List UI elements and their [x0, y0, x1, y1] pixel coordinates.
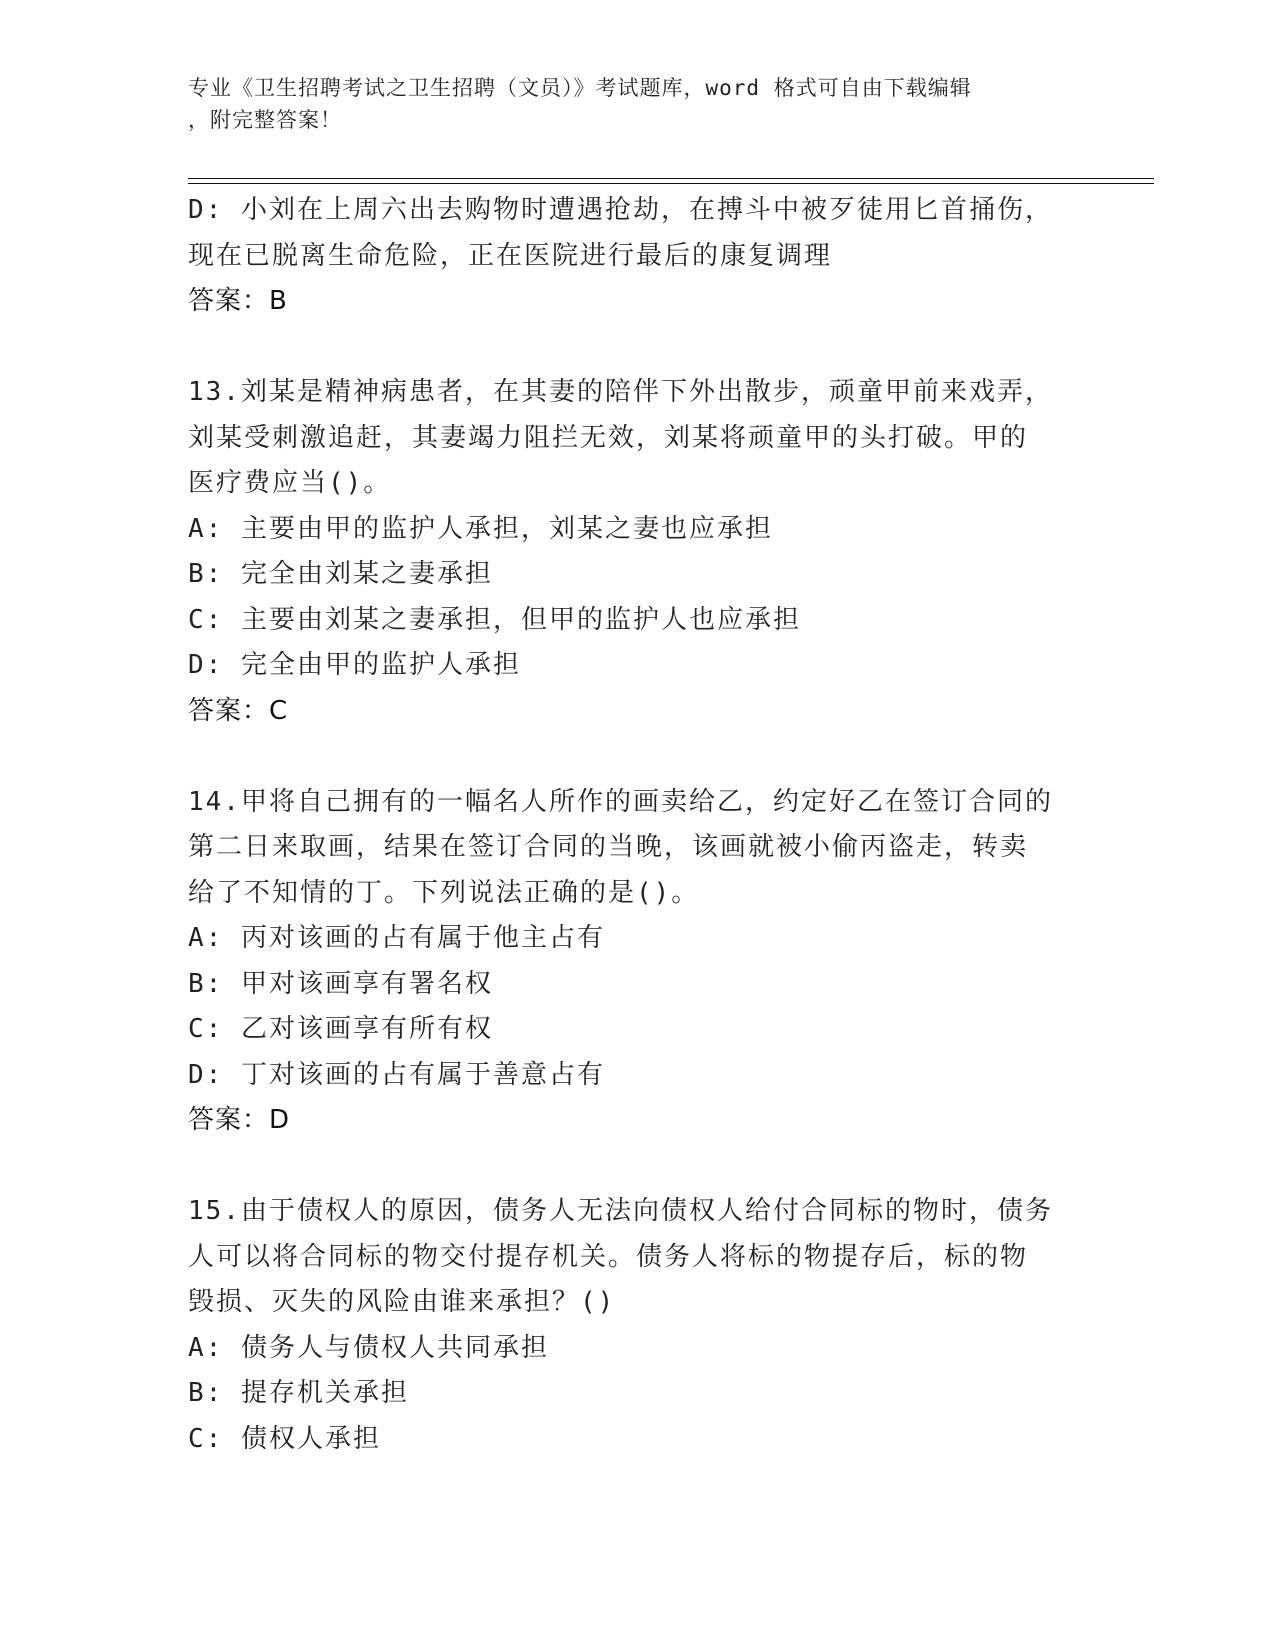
question-stem-line-2: 刘某受刺激追赶，其妻竭力阻拦无效，刘某将顽童甲的头打破。甲的: [188, 422, 1029, 453]
option-a: A: 债务人与债权人共同承担: [188, 1332, 549, 1363]
option-c: C: 主要由刘某之妻承担，但甲的监护人也应承担: [188, 604, 801, 635]
question-spacer: [188, 734, 1088, 780]
question-stem-line-3: 医疗费应当()。: [188, 468, 392, 498]
question-13: [188, 370, 1088, 734]
option-d-line-1: D: 小刘在上周六出去购物时遭遇抢劫，在搏斗中被歹徒用匕首捅伤，: [188, 195, 1053, 225]
question-stem-line-3: 给了不知情的丁。下列说法正确的是()。: [188, 877, 700, 908]
header-divider-bottom: [188, 183, 1154, 184]
header-title-line-2: ，附完整答案！: [188, 108, 342, 132]
question-stem-line-1: 13.刘某是精神病患者，在其妻的陪伴下外出散步，顽童甲前来戏弄，: [188, 377, 1053, 407]
option-b: B: 提存机关承担: [188, 1378, 409, 1408]
option-a: A: 主要由甲的监护人承担，刘某之妻也应承担: [188, 513, 773, 544]
question-15: [188, 1189, 1088, 1462]
option-c: C: 债权人承担: [188, 1423, 381, 1454]
question-spacer: [188, 325, 1088, 371]
option-a: A: 丙对该画的占有属于他主占有: [188, 923, 605, 953]
question-stem-line-3: 毁损、灭失的风险由谁来承担？(): [188, 1287, 616, 1317]
question-stem-line-1: 15.由于债权人的原因，债务人无法向债权人给付合同标的物时，债务: [188, 1196, 1053, 1226]
question-list: [188, 188, 1088, 1462]
question-stem-line-2: 人可以将合同标的物交付提存机关。债务人将标的物提存后，标的物: [188, 1241, 1029, 1272]
option-c: C: 乙对该画享有所有权: [188, 1014, 493, 1044]
option-d-line-2: 现在已脱离生命危险，正在医院进行最后的康复调理: [188, 240, 833, 271]
document-header: [188, 72, 1068, 136]
question-stem-line-2: 第二日来取画，结果在签订合同的当晚，该画就被小偷丙盗走，转卖: [188, 832, 1029, 862]
question-14: [188, 780, 1088, 1144]
option-b: B: 完全由刘某之妻承担: [188, 559, 493, 589]
option-b: B: 甲对该画享有署名权: [188, 968, 493, 999]
option-d: D: 丁对该画的占有属于善意占有: [188, 1059, 605, 1090]
question-spacer: [188, 1144, 1088, 1190]
header-title-line-1: 专业《卫生招聘考试之卫生招聘（文员）》考试题库，word 格式可自由下载编辑: [188, 76, 972, 100]
header-divider-top: [188, 178, 1154, 179]
question-stem-line-1: 14.甲将自己拥有的一幅名人所作的画卖给乙，约定好乙在签订合同的: [188, 786, 1053, 817]
question-12-continued: [188, 188, 1088, 325]
answer-label: 答案：D: [188, 1105, 291, 1135]
answer-label: 答案：C: [188, 695, 289, 726]
answer-label: 答案：B: [188, 286, 288, 316]
option-d: D: 完全由甲的监护人承担: [188, 650, 521, 680]
